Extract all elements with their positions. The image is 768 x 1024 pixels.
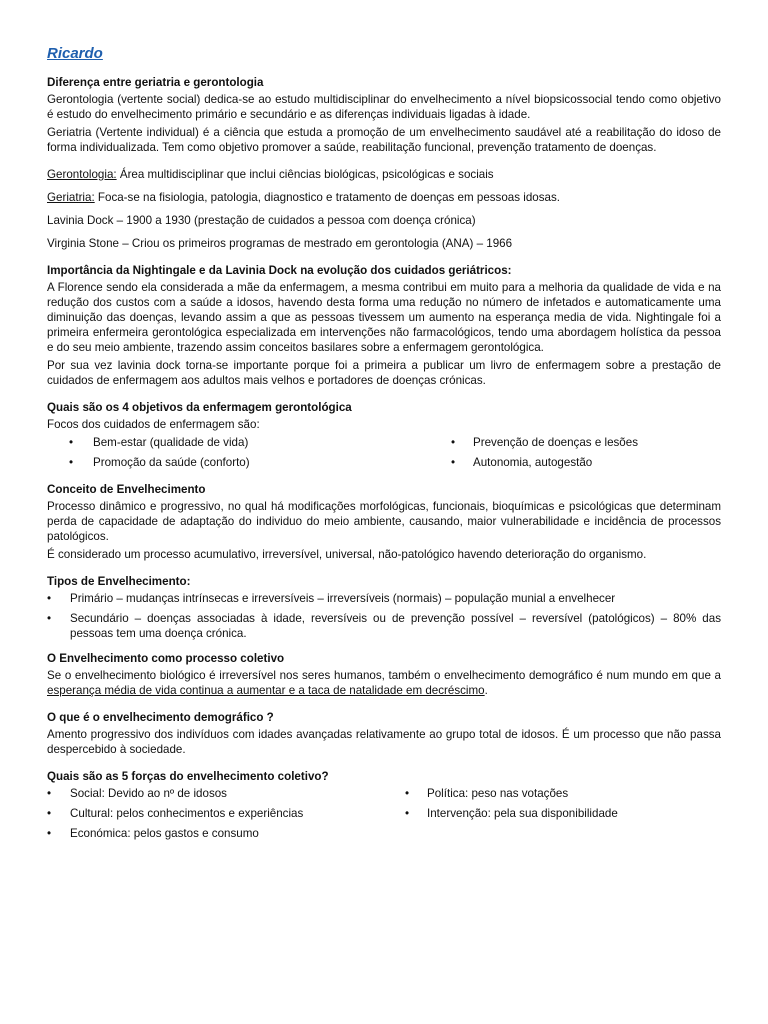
paragraph-demografico: Amento progressivo dos indivíduos com idades avançadas relativamente ao grupo total de idosos. É um processo que não passa despercebido à sociedade. bbox=[47, 728, 721, 756]
section-heading-tipos: Tipos de Envelhecimento: bbox=[47, 575, 191, 588]
definition-gerontologia bbox=[47, 167, 721, 182]
paragraph-florence: A Florence sendo ela considerada a mãe da enfermagem, a mesma contribui em muito para a melhoria da qualidade de vida e na redução dos custos com a saúde a idosos, havendo desta forma uma redução no número de infetados e automaticamente uma diminuição das doenças, levando assim a que as pessoas tivessem um aumento na esperança media de vida. Nightingale foi a primeira enfermeira gerontológica especializada em intervenções não farmacológicos, tendo uma abordagem holística da pessoa e do seu meio ambiente, trazendo assim conceitos basilares sobre a enfermagem gerontológica. bbox=[47, 281, 721, 354]
list-item: • Social: Devido ao nº de idosos bbox=[47, 787, 227, 800]
objetivos-list bbox=[47, 435, 721, 475]
list-item: • Prevenção de doenças e lesões bbox=[451, 436, 639, 449]
bullet-icon: • bbox=[405, 807, 410, 820]
fact-lavinia-dock: Lavinia Dock – 1900 a 1930 (prestação de cuidados a pessoa com doença crónica) bbox=[47, 214, 476, 227]
objetivos-list-right bbox=[451, 435, 638, 475]
fact-virginia-stone: Virginia Stone – Criou os primeiros programas de mestrado em gerontologia (ANA) – 1966 bbox=[47, 237, 513, 250]
forcas-list-right bbox=[405, 786, 618, 846]
bullet-icon: • bbox=[69, 436, 74, 449]
definition-label: Gerontologia: bbox=[47, 168, 117, 181]
section-heading-forcas: Quais são as 5 forças do envelhecimento coletivo? bbox=[47, 770, 329, 783]
bullet-icon: • bbox=[47, 787, 52, 800]
bullet-icon: • bbox=[47, 807, 52, 820]
forcas-list-left bbox=[47, 786, 405, 846]
list-item: • Política: peso nas votações bbox=[405, 787, 569, 800]
paragraph-focos: Focos dos cuidados de enfermagem são: bbox=[47, 418, 260, 431]
definition-geriatria bbox=[47, 190, 721, 205]
definition-text: Área multidisciplinar que inclui ciências biológicas, psicológicas e sociais bbox=[116, 168, 494, 181]
bullet-icon: • bbox=[47, 592, 52, 605]
paragraph-geriatria: Geriatria (Vertente individual) é a ciência que estuda a promoção de um envelhecimento saudável até a reabilitação do idoso de forma individualizada. Tem como objetivo promover a saúde, reabilitação funcional, prevenção tratamento de doenças. bbox=[47, 126, 721, 154]
tipos-list bbox=[47, 591, 721, 641]
section-heading-demografico: O que é o envelhecimento demográfico ? bbox=[47, 711, 274, 724]
section-heading-geriatria-gerontologia: Diferença entre geriatria e gerontologia bbox=[47, 76, 264, 89]
paragraph-acumulativo: É considerado um processo acumulativo, irreversível, universal, não-patológico havendo deterioração do organismo. bbox=[47, 548, 647, 561]
document-page bbox=[47, 44, 721, 848]
list-item: • Primário – mudanças intrínsecas e irreversíveis – irreversíveis (normais) – população munial a envelhecer bbox=[47, 592, 616, 605]
bullet-icon: • bbox=[451, 456, 456, 469]
section-heading-coletivo: O Envelhecimento como processo coletivo bbox=[47, 652, 285, 665]
list-item: • Promoção da saúde (conforto) bbox=[69, 456, 250, 469]
section-heading-objetivos: Quais são os 4 objetivos da enfermagem gerontológica bbox=[47, 401, 352, 414]
paragraph-coletivo: Se o envelhecimento biológico é irreversível nos seres humanos, também o envelhecimento demográfico é num mundo em que a esperança média de vida continua a aumentar e a taca de natalidade em decréscimo. bbox=[47, 669, 721, 697]
bullet-icon: • bbox=[405, 787, 410, 800]
paragraph-lavinia: Por sua vez lavinia dock torna-se importante porque foi a primeira a publicar um livro de enfermagem sobre a prestação de cuidados de enfermagem aos adultos mais velhos e portadores de doenças crónicas. bbox=[47, 359, 721, 387]
section-heading-nightingale-dock: Importância da Nightingale e da Lavinia Dock na evolução dos cuidados geriátricos: bbox=[47, 264, 512, 277]
bullet-icon: • bbox=[451, 436, 456, 449]
page-title: Ricardo bbox=[47, 45, 103, 62]
objetivos-list-left bbox=[47, 435, 451, 475]
list-item: • Intervenção: pela sua disponibilidade bbox=[405, 807, 618, 820]
paragraph-gerontologia: Gerontologia (vertente social) dedica-se ao estudo multidisciplinar do envelhecimento a nível biopsicossocial tendo como objetivo é estudo do envelhecimento primário e secundário e as diferenças individuais ligadas à idade. bbox=[47, 93, 721, 121]
paragraph-conceito: Processo dinâmico e progressivo, no qual há modificações morfológicas, funcionais, bioquímicas e psicológicas que determinam perda de capacidade de adaptação do individuo do meio ambiente, causando, maior vulnerabilidade e incidência de processos patológicos. bbox=[47, 500, 721, 543]
section-heading-conceito: Conceito de Envelhecimento bbox=[47, 483, 206, 496]
bullet-icon: • bbox=[47, 827, 52, 840]
bullet-icon: • bbox=[69, 456, 74, 469]
forcas-list bbox=[47, 786, 721, 846]
list-item: • Autonomia, autogestão bbox=[451, 456, 593, 469]
bullet-icon: • bbox=[47, 612, 52, 625]
definition-label: Geriatria: bbox=[47, 191, 95, 204]
list-item: • Cultural: pelos conhecimentos e experiências bbox=[47, 807, 304, 820]
list-item: • Económica: pelos gastos e consumo bbox=[47, 827, 259, 840]
definition-text: Foca-se na fisiologia, patologia, diagnostico e tratamento de doenças em pessoas idosas. bbox=[94, 191, 561, 204]
list-item: • Bem-estar (qualidade de vida) bbox=[69, 436, 249, 449]
list-item: • Secundário – doenças associadas à idade, reversíveis ou de prevenção possível – reversível (patológicos) – 80% das pessoas tem uma doença crónica. bbox=[47, 612, 721, 640]
underlined-phrase: esperança média de vida continua a aumentar e a taca de natalidade em decréscimo bbox=[47, 684, 485, 697]
